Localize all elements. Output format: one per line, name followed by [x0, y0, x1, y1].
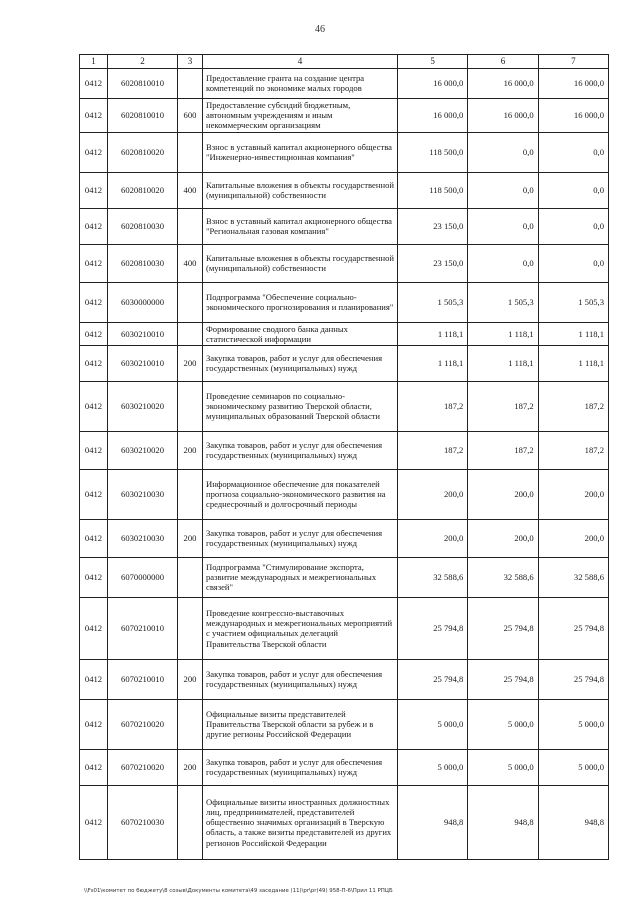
amount-cell-year-2: 0,0 [468, 172, 538, 208]
section-code-cell: 0412 [80, 749, 108, 785]
section-code-cell: 0412 [80, 282, 108, 322]
table-body [80, 68, 609, 859]
amount-cell-year-2: 948,8 [468, 785, 538, 859]
target-code-cell: 6070210020 [108, 699, 178, 749]
table-row [80, 345, 609, 381]
amount-cell-year-1: 23 150,0 [398, 208, 468, 244]
amount-cell-year-1: 1 118,1 [398, 322, 468, 345]
header-col-1: 1 [80, 55, 108, 69]
section-code-cell: 0412 [80, 345, 108, 381]
target-code-cell: 6020810030 [108, 244, 178, 282]
target-code-cell: 6020810010 [108, 98, 178, 132]
target-code-cell: 6020810020 [108, 132, 178, 172]
page-number: 46 [315, 24, 325, 35]
amount-cell-year-1: 118 500,0 [398, 172, 468, 208]
section-code-cell: 0412 [80, 208, 108, 244]
amount-cell-year-2: 5 000,0 [468, 749, 538, 785]
expense-type-cell [178, 208, 203, 244]
item-name-cell: Закупка товаров, работ и услуг для обеспечения государственных (муниципальных) нужд [203, 749, 398, 785]
expense-type-cell: 200 [178, 659, 203, 699]
target-code-cell: 6030210020 [108, 431, 178, 469]
table-row [80, 98, 609, 132]
amount-cell-year-3: 25 794,8 [538, 659, 608, 699]
item-name-cell: Капитальные вложения в объекты государственной (муниципальной) собственности [203, 172, 398, 208]
amount-cell-year-2: 0,0 [468, 244, 538, 282]
section-code-cell: 0412 [80, 699, 108, 749]
header-col-2: 2 [108, 55, 178, 69]
expense-type-cell [178, 699, 203, 749]
item-name-cell: Закупка товаров, работ и услуг для обеспечения государственных (муниципальных) нужд [203, 519, 398, 557]
amount-cell-year-3: 187,2 [538, 431, 608, 469]
target-code-cell: 6030210030 [108, 469, 178, 519]
target-code-cell: 6030000000 [108, 282, 178, 322]
item-name-cell: Закупка товаров, работ и услуг для обеспечения государственных (муниципальных) нужд [203, 345, 398, 381]
expense-type-cell: 200 [178, 345, 203, 381]
file-path-footer: \\Fs01\комитет по бюджету\8 созыв\Документы комитета\49 заседание (11)\pr\pr(49) 958-П-6\Прил 11 РПЦБ [84, 888, 393, 894]
expense-type-cell [178, 469, 203, 519]
table-row [80, 244, 609, 282]
item-name-cell: Официальные визиты представителей Правительства Тверской области за рубеж и в другие регионы Российской Федерации [203, 699, 398, 749]
budget-table [79, 54, 609, 860]
section-code-cell: 0412 [80, 519, 108, 557]
item-name-cell: Предоставление гранта на создание центра компетенций по экономике малых городов [203, 68, 398, 98]
amount-cell-year-2: 25 794,8 [468, 597, 538, 659]
amount-cell-year-3: 25 794,8 [538, 597, 608, 659]
target-code-cell: 6070210010 [108, 597, 178, 659]
amount-cell-year-3: 200,0 [538, 469, 608, 519]
table-header-row [80, 55, 609, 69]
amount-cell-year-3: 948,8 [538, 785, 608, 859]
amount-cell-year-1: 25 794,8 [398, 597, 468, 659]
section-code-cell: 0412 [80, 597, 108, 659]
amount-cell-year-2: 0,0 [468, 208, 538, 244]
amount-cell-year-1: 5 000,0 [398, 699, 468, 749]
amount-cell-year-1: 32 588,6 [398, 557, 468, 597]
item-name-cell: Официальные визиты иностранных должностных лиц, предпринимателей, представителей общественно значимых организаций в Тверскую область, а также визиты представителей из других регионов Российской Федерации [203, 785, 398, 859]
table-row [80, 68, 609, 98]
expense-type-cell: 400 [178, 244, 203, 282]
header-col-4: 4 [203, 55, 398, 69]
expense-type-cell [178, 381, 203, 431]
item-name-cell: Формирование сводного банка данных статистической информации [203, 322, 398, 345]
item-name-cell: Закупка товаров, работ и услуг для обеспечения государственных (муниципальных) нужд [203, 659, 398, 699]
item-name-cell: Информационное обеспечение для показателей прогноза социально-экономического развития на среднесрочный и долгосрочный периоды [203, 469, 398, 519]
amount-cell-year-2: 1 118,1 [468, 345, 538, 381]
table-row [80, 519, 609, 557]
table-row [80, 132, 609, 172]
table-row [80, 282, 609, 322]
table-row [80, 557, 609, 597]
amount-cell-year-3: 0,0 [538, 244, 608, 282]
section-code-cell: 0412 [80, 659, 108, 699]
amount-cell-year-1: 187,2 [398, 381, 468, 431]
target-code-cell: 6070210030 [108, 785, 178, 859]
amount-cell-year-3: 1 118,1 [538, 345, 608, 381]
amount-cell-year-2: 32 588,6 [468, 557, 538, 597]
amount-cell-year-3: 1 118,1 [538, 322, 608, 345]
item-name-cell: Закупка товаров, работ и услуг для обеспечения государственных (муниципальных) нужд [203, 431, 398, 469]
target-code-cell: 6030210030 [108, 519, 178, 557]
target-code-cell: 6020810010 [108, 68, 178, 98]
expense-type-cell [178, 557, 203, 597]
item-name-cell: Взнос в уставный капитал акционерного общества "Инженерно-инвестиционная компания" [203, 132, 398, 172]
table-row [80, 172, 609, 208]
item-name-cell: Подпрограмма "Обеспечение социально-экономического прогнозирования и планирования" [203, 282, 398, 322]
header-col-6: 6 [468, 55, 538, 69]
amount-cell-year-1: 118 500,0 [398, 132, 468, 172]
amount-cell-year-2: 200,0 [468, 469, 538, 519]
amount-cell-year-2: 5 000,0 [468, 699, 538, 749]
section-code-cell: 0412 [80, 322, 108, 345]
amount-cell-year-1: 23 150,0 [398, 244, 468, 282]
target-code-cell: 6070000000 [108, 557, 178, 597]
section-code-cell: 0412 [80, 431, 108, 469]
amount-cell-year-2: 25 794,8 [468, 659, 538, 699]
expense-type-cell [178, 597, 203, 659]
target-code-cell: 6030210020 [108, 381, 178, 431]
table-row [80, 381, 609, 431]
table-row [80, 208, 609, 244]
amount-cell-year-2: 187,2 [468, 381, 538, 431]
section-code-cell: 0412 [80, 98, 108, 132]
expense-type-cell: 400 [178, 172, 203, 208]
target-code-cell: 6020810030 [108, 208, 178, 244]
expense-type-cell [178, 282, 203, 322]
amount-cell-year-3: 0,0 [538, 132, 608, 172]
expense-type-cell [178, 68, 203, 98]
amount-cell-year-2: 1 118,1 [468, 322, 538, 345]
section-code-cell: 0412 [80, 557, 108, 597]
expense-type-cell: 200 [178, 431, 203, 469]
amount-cell-year-3: 16 000,0 [538, 68, 608, 98]
amount-cell-year-3: 5 000,0 [538, 699, 608, 749]
section-code-cell: 0412 [80, 785, 108, 859]
table-row [80, 597, 609, 659]
target-code-cell: 6030210010 [108, 345, 178, 381]
amount-cell-year-1: 187,2 [398, 431, 468, 469]
amount-cell-year-1: 948,8 [398, 785, 468, 859]
section-code-cell: 0412 [80, 68, 108, 98]
amount-cell-year-2: 16 000,0 [468, 68, 538, 98]
table-row [80, 469, 609, 519]
item-name-cell: Подпрограмма "Стимулирование экспорта, развитие международных и межрегиональных связей" [203, 557, 398, 597]
section-code-cell: 0412 [80, 381, 108, 431]
expense-type-cell [178, 785, 203, 859]
table-row [80, 659, 609, 699]
target-code-cell: 6070210010 [108, 659, 178, 699]
amount-cell-year-1: 25 794,8 [398, 659, 468, 699]
amount-cell-year-3: 32 588,6 [538, 557, 608, 597]
table-row [80, 699, 609, 749]
header-col-5: 5 [398, 55, 468, 69]
table-row [80, 749, 609, 785]
expense-type-cell: 600 [178, 98, 203, 132]
amount-cell-year-3: 1 505,3 [538, 282, 608, 322]
expense-type-cell: 200 [178, 519, 203, 557]
target-code-cell: 6020810020 [108, 172, 178, 208]
item-name-cell: Капитальные вложения в объекты государственной (муниципальной) собственности [203, 244, 398, 282]
amount-cell-year-1: 1 505,3 [398, 282, 468, 322]
item-name-cell: Проведение конгрессно-выставочных международных и межрегиональных мероприятий с участием официальных делегаций Правительства Тверской области [203, 597, 398, 659]
amount-cell-year-3: 16 000,0 [538, 98, 608, 132]
item-name-cell: Проведение семинаров по социально-экономическому развитию Тверской области, муниципальных образований Тверской области [203, 381, 398, 431]
section-code-cell: 0412 [80, 244, 108, 282]
section-code-cell: 0412 [80, 132, 108, 172]
amount-cell-year-3: 187,2 [538, 381, 608, 431]
amount-cell-year-3: 0,0 [538, 208, 608, 244]
amount-cell-year-2: 16 000,0 [468, 98, 538, 132]
table-row [80, 785, 609, 859]
expense-type-cell: 200 [178, 749, 203, 785]
amount-cell-year-1: 200,0 [398, 469, 468, 519]
item-name-cell: Взнос в уставный капитал акционерного общества "Региональная газовая компания" [203, 208, 398, 244]
expense-type-cell [178, 132, 203, 172]
amount-cell-year-3: 0,0 [538, 172, 608, 208]
target-code-cell: 6070210020 [108, 749, 178, 785]
table-row [80, 322, 609, 345]
expense-type-cell [178, 322, 203, 345]
amount-cell-year-2: 1 505,3 [468, 282, 538, 322]
amount-cell-year-3: 5 000,0 [538, 749, 608, 785]
section-code-cell: 0412 [80, 469, 108, 519]
amount-cell-year-1: 5 000,0 [398, 749, 468, 785]
amount-cell-year-2: 187,2 [468, 431, 538, 469]
amount-cell-year-1: 1 118,1 [398, 345, 468, 381]
amount-cell-year-2: 200,0 [468, 519, 538, 557]
amount-cell-year-1: 200,0 [398, 519, 468, 557]
header-col-3: 3 [178, 55, 203, 69]
amount-cell-year-1: 16 000,0 [398, 68, 468, 98]
section-code-cell: 0412 [80, 172, 108, 208]
amount-cell-year-3: 200,0 [538, 519, 608, 557]
item-name-cell: Предоставление субсидий бюджетным, автономным учреждениям и иным некоммерческим организациям [203, 98, 398, 132]
amount-cell-year-1: 16 000,0 [398, 98, 468, 132]
amount-cell-year-2: 0,0 [468, 132, 538, 172]
header-col-7: 7 [538, 55, 608, 69]
table-row [80, 431, 609, 469]
target-code-cell: 6030210010 [108, 322, 178, 345]
